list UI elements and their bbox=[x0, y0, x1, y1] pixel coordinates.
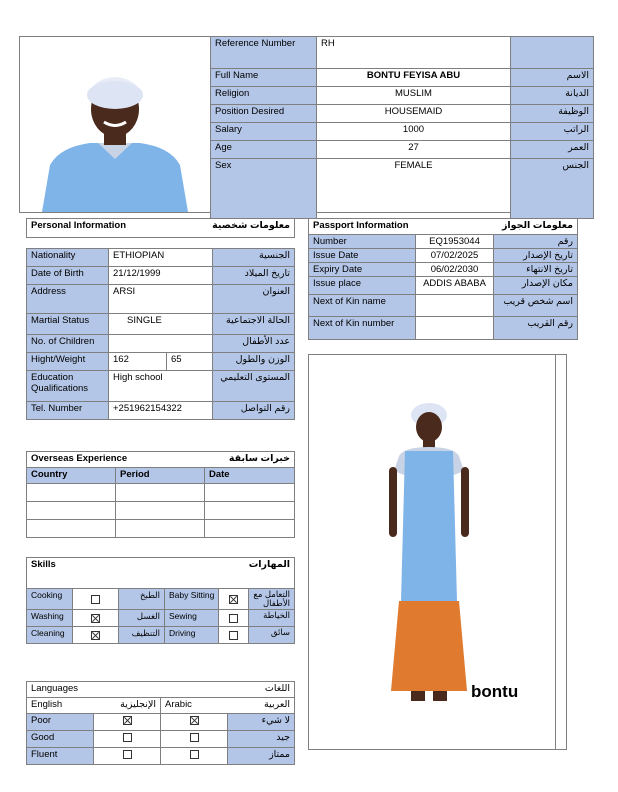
languages-title-ar: اللغات bbox=[161, 682, 295, 698]
lang-english: English bbox=[27, 698, 94, 714]
passport-value: 07/02/2025 bbox=[416, 249, 494, 263]
top-label-ar: الوظيفة bbox=[511, 105, 594, 123]
overseas-col-period: Period bbox=[116, 468, 205, 484]
weight-value: 65 bbox=[167, 353, 213, 371]
language-row bbox=[27, 731, 295, 748]
education-ar: المستوى التعليمي bbox=[213, 371, 295, 402]
skill-label-ar: الطبخ bbox=[119, 589, 165, 610]
full-body-photo bbox=[369, 401, 489, 706]
languages-table bbox=[26, 681, 295, 765]
passport-row bbox=[309, 277, 578, 295]
top-value: HOUSEMAID bbox=[317, 105, 511, 123]
children-label: No. of Children bbox=[27, 335, 109, 353]
nationality-ar: الجنسية bbox=[213, 249, 295, 267]
reference-value: RH bbox=[317, 37, 511, 69]
passport-label-ar: اسم شخص قريب bbox=[494, 295, 578, 317]
skill-checkbox[interactable] bbox=[91, 631, 100, 640]
passport-row bbox=[309, 235, 578, 249]
passport-title: Passport Information bbox=[309, 219, 494, 235]
top-label: Sex bbox=[211, 159, 317, 219]
passport-title-ar: معلومات الجواز bbox=[494, 219, 578, 235]
passport-label: Number bbox=[309, 235, 416, 249]
passport-label: Issue Date bbox=[309, 249, 416, 263]
passport-row bbox=[309, 249, 578, 263]
passport-label: Issue place bbox=[309, 277, 416, 295]
skills-title-ar: المهارات bbox=[165, 558, 295, 589]
top-label-ar: الجنس bbox=[511, 159, 594, 219]
marital-label: Martial Status bbox=[27, 314, 109, 335]
top-value: 1000 bbox=[317, 123, 511, 141]
passport-value: EQ1953044 bbox=[416, 235, 494, 249]
height-weight-label: Hight/Weight bbox=[27, 353, 109, 371]
english-level-checkbox[interactable] bbox=[123, 733, 132, 742]
top-label: Age bbox=[211, 141, 317, 159]
lang-english-ar: الإنجليزية bbox=[94, 698, 161, 714]
top-value: FEMALE bbox=[317, 159, 511, 219]
top-value: 27 bbox=[317, 141, 511, 159]
passport-label-ar: رقم القريب bbox=[494, 317, 578, 340]
address-ar: العنوان bbox=[213, 285, 295, 314]
overseas-row bbox=[27, 520, 295, 538]
language-level: Fluent bbox=[27, 748, 94, 765]
passport-label-ar: تاريخ الانتهاء bbox=[494, 263, 578, 277]
top-label-ar: الراتب bbox=[511, 123, 594, 141]
education-label: Education Qualifications bbox=[27, 371, 109, 402]
skill-label: Washing bbox=[27, 610, 73, 627]
top-label: Salary bbox=[211, 123, 317, 141]
marital-ar: الحالة الاجتماعية bbox=[213, 314, 295, 335]
skill-checkbox[interactable] bbox=[91, 595, 100, 604]
personal-title-ar: معلومات شخصية bbox=[167, 219, 295, 238]
top-value: BONTU FEYISA ABU bbox=[317, 69, 511, 87]
portrait-photo bbox=[20, 37, 210, 212]
language-level-ar: ممتاز bbox=[228, 748, 295, 765]
passport-info-table bbox=[308, 218, 578, 340]
arabic-level-checkbox[interactable] bbox=[190, 733, 199, 742]
photo-caption: bontu bbox=[471, 682, 519, 701]
children-ar: عدد الأطفال bbox=[213, 335, 295, 353]
passport-label: Expiry Date bbox=[309, 263, 416, 277]
top-info-row bbox=[211, 87, 594, 105]
languages-title: Languages bbox=[27, 682, 161, 698]
skill-checkbox[interactable] bbox=[229, 631, 238, 640]
nationality-value: ETHIOPIAN bbox=[109, 249, 213, 267]
skill-label-ar: التنظيف bbox=[119, 627, 165, 644]
marital-value: SINGLE bbox=[109, 314, 213, 335]
personal-info-table bbox=[26, 218, 295, 420]
passport-label-ar: رقم bbox=[494, 235, 578, 249]
passport-value bbox=[416, 317, 494, 340]
passport-value: 06/02/2030 bbox=[416, 263, 494, 277]
skill-checkbox[interactable] bbox=[229, 614, 238, 623]
education-value: High school bbox=[109, 371, 213, 402]
skill-label: Cleaning bbox=[27, 627, 73, 644]
passport-value bbox=[416, 295, 494, 317]
passport-label-ar: مكان الإصدار bbox=[494, 277, 578, 295]
top-info-row bbox=[211, 69, 594, 87]
passport-label: Next of Kin number bbox=[309, 317, 416, 340]
language-level: Poor bbox=[27, 714, 94, 731]
top-value: MUSLIM bbox=[317, 87, 511, 105]
skills-table bbox=[26, 557, 295, 644]
skill-row bbox=[27, 589, 295, 610]
passport-row bbox=[309, 263, 578, 277]
overseas-col-date: Date bbox=[205, 468, 295, 484]
passport-value: ADDIS ABABA bbox=[416, 277, 494, 295]
children-value bbox=[109, 335, 213, 353]
overseas-experience-table bbox=[26, 451, 295, 538]
skill-checkbox[interactable] bbox=[229, 595, 238, 604]
passport-row bbox=[309, 317, 578, 340]
skill-label: Baby Sitting bbox=[165, 589, 219, 610]
english-level-checkbox[interactable] bbox=[123, 716, 132, 725]
language-level: Good bbox=[27, 731, 94, 748]
tel-ar: رقم التواصل bbox=[213, 402, 295, 420]
skill-checkbox[interactable] bbox=[91, 614, 100, 623]
top-info-row bbox=[211, 105, 594, 123]
passport-row bbox=[309, 295, 578, 317]
full-body-photo-frame bbox=[308, 354, 567, 750]
reference-label: Reference Number bbox=[211, 37, 317, 69]
english-level-checkbox[interactable] bbox=[123, 750, 132, 759]
skills-title: Skills bbox=[27, 558, 165, 589]
skill-label-ar: التعامل مع الأطفال bbox=[249, 589, 295, 610]
overseas-title: Overseas Experience bbox=[27, 452, 205, 468]
overseas-col-country: Country bbox=[27, 468, 116, 484]
height-value: 162 bbox=[109, 353, 167, 371]
top-header-block bbox=[19, 36, 591, 213]
personal-title: Personal Information bbox=[27, 219, 167, 238]
lang-arabic-ar: العربية bbox=[228, 698, 295, 714]
lang-arabic: Arabic bbox=[161, 698, 228, 714]
top-label: Full Name bbox=[211, 69, 317, 87]
top-info-row bbox=[211, 159, 594, 219]
address-value: ARSI bbox=[109, 285, 213, 314]
address-label: Address bbox=[27, 285, 109, 314]
dob-value: 21/12/1999 bbox=[109, 267, 213, 285]
overseas-title-ar: خبرات سابقة bbox=[205, 452, 295, 468]
top-label: Position Desired bbox=[211, 105, 317, 123]
skill-row bbox=[27, 627, 295, 644]
language-row bbox=[27, 714, 295, 731]
top-label-ar: الديانة bbox=[511, 87, 594, 105]
skill-label: Driving bbox=[165, 627, 219, 644]
top-info-row bbox=[211, 123, 594, 141]
passport-label: Next of Kin name bbox=[309, 295, 416, 317]
arabic-level-checkbox[interactable] bbox=[190, 716, 199, 725]
arabic-level-checkbox[interactable] bbox=[190, 750, 199, 759]
tel-value: +251962154322 bbox=[109, 402, 213, 420]
skill-row bbox=[27, 610, 295, 627]
skill-label: Sewing bbox=[165, 610, 219, 627]
nationality-label: Nationality bbox=[27, 249, 109, 267]
top-label-ar: الاسم bbox=[511, 69, 594, 87]
skill-label-ar: الخياطة bbox=[249, 610, 295, 627]
skill-label-ar: سائق bbox=[249, 627, 295, 644]
top-label-ar: العمر bbox=[511, 141, 594, 159]
top-label: Religion bbox=[211, 87, 317, 105]
top-info-row bbox=[211, 141, 594, 159]
skill-label: Cooking bbox=[27, 589, 73, 610]
language-level-ar: لا شيء bbox=[228, 714, 295, 731]
overseas-row bbox=[27, 484, 295, 502]
tel-label: Tel. Number bbox=[27, 402, 109, 420]
language-level-ar: جيد bbox=[228, 731, 295, 748]
skill-label-ar: الغسل bbox=[119, 610, 165, 627]
language-row bbox=[27, 748, 295, 765]
passport-label-ar: تاريخ الإصدار bbox=[494, 249, 578, 263]
overseas-row bbox=[27, 502, 295, 520]
top-info-table bbox=[210, 36, 594, 219]
height-weight-ar: الوزن والطول bbox=[213, 353, 295, 371]
dob-label: Date of Birth bbox=[27, 267, 109, 285]
dob-ar: تاريخ الميلاد bbox=[213, 267, 295, 285]
